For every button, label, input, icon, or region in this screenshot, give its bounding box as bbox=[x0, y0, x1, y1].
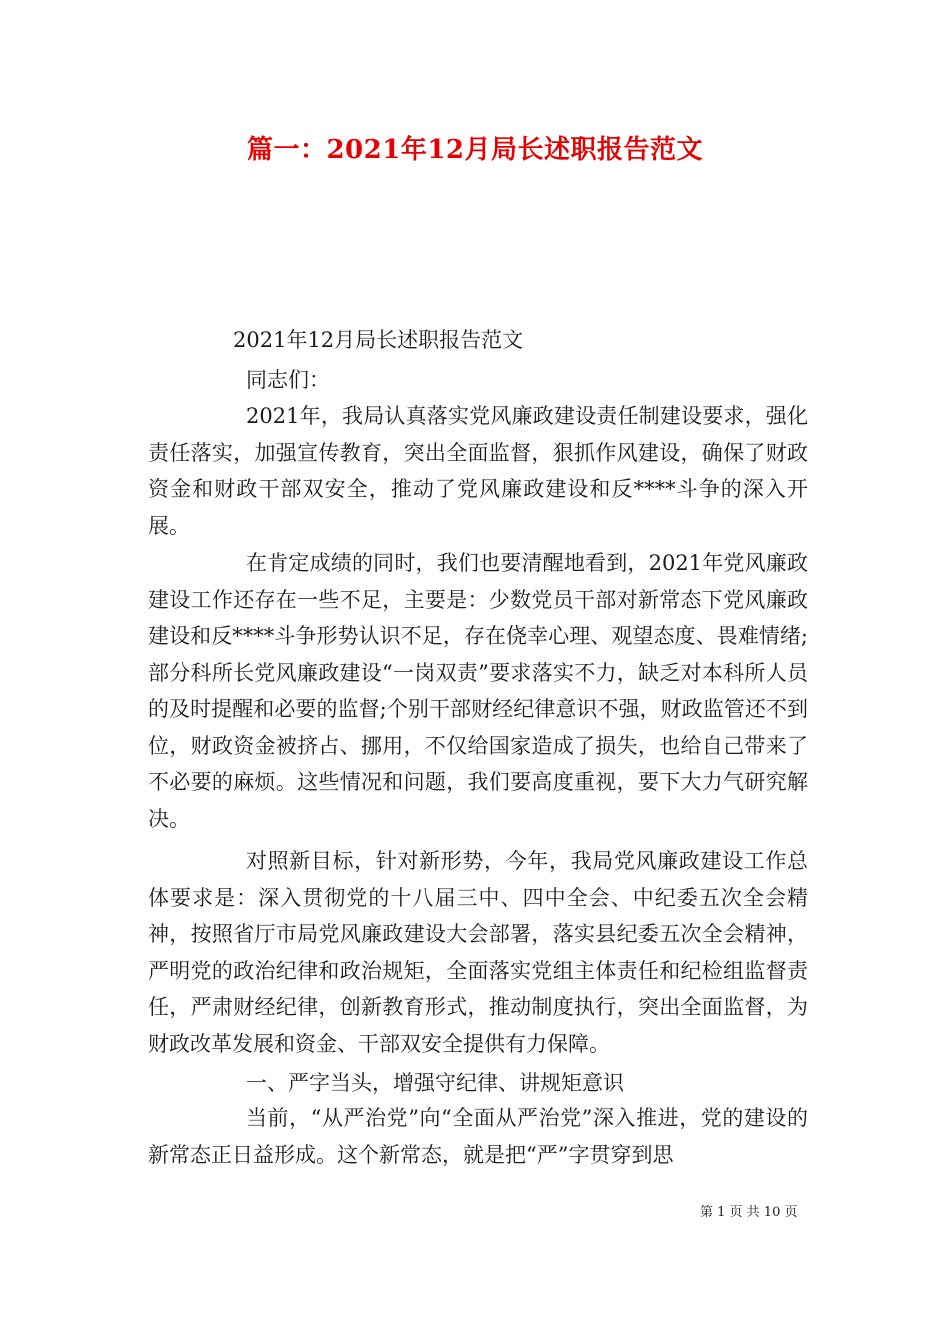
salutation: 同志们： bbox=[246, 368, 330, 392]
paragraph-4-block bbox=[148, 1100, 808, 1173]
paragraph-3: 对照新目标，针对新形势，今年，我局党风廉政建设工作总体要求是：深入贯彻党的十八届三中、四中全会、中纪委五次全会精神，按照省厅市局党风廉政建设大会部署，落实县纪委五次全会精神，严明党的政治纪律和政治规矩，全面落实党组主体责任和纪检组监督责任，严肃财经纪律，创新教育形式，推动制度执行，突出全面监督，为财政改革发展和资金、干部双安全提供有力保障。 bbox=[148, 849, 808, 1056]
paragraph-2: 在肯定成绩的同时，我们也要清醒地看到，2021年党风廉政建设工作还存在一些不足，主要是：少数党员干部对新常态下党风廉政建设和反****斗争形势认识不足，存在侥幸心理、观望态度、畏难情绪;部分科所长党风廉政建设“一岗双责”要求落实不力，缺乏对本科所人员的及时提醒和必要的监督;个别干部财经纪律意识不强，财政监管还不到位，财政资金被挤占、挪用，不仅给国家造成了损失，也给自己带来了不必要的麻烦。这些情况和问题，我们要高度重视，要下大力气研究解决。 bbox=[148, 551, 808, 831]
paragraph-4: 当前，“从严治党”向“全面从严治党”深入推进，党的建设的新常态正日益形成。这个新常态，就是把“严”字贯穿到思 bbox=[148, 1106, 808, 1167]
section-heading: 一、严字当头，增强守纪律、讲规矩意识 bbox=[246, 1071, 624, 1095]
paragraph-3-block bbox=[148, 843, 808, 1062]
page-footer: 第 1 页 共 10 页 bbox=[700, 1205, 798, 1220]
page-title: 篇一：2021年12月局长述职报告范文 bbox=[246, 135, 704, 165]
document-title: 2021年12月局长述职报告范文 bbox=[233, 328, 524, 352]
paragraph-1: 2021年，我局认真落实党风廉政建设责任制建设要求，强化责任落实，加强宣传教育，突出全面监督，狠抓作风建设，确保了财政资金和财政干部双安全，推动了党风廉政建设和反****斗争的深入开展。 bbox=[148, 404, 808, 538]
paragraph-1-block bbox=[148, 398, 808, 544]
paragraph-2-block bbox=[148, 545, 808, 837]
